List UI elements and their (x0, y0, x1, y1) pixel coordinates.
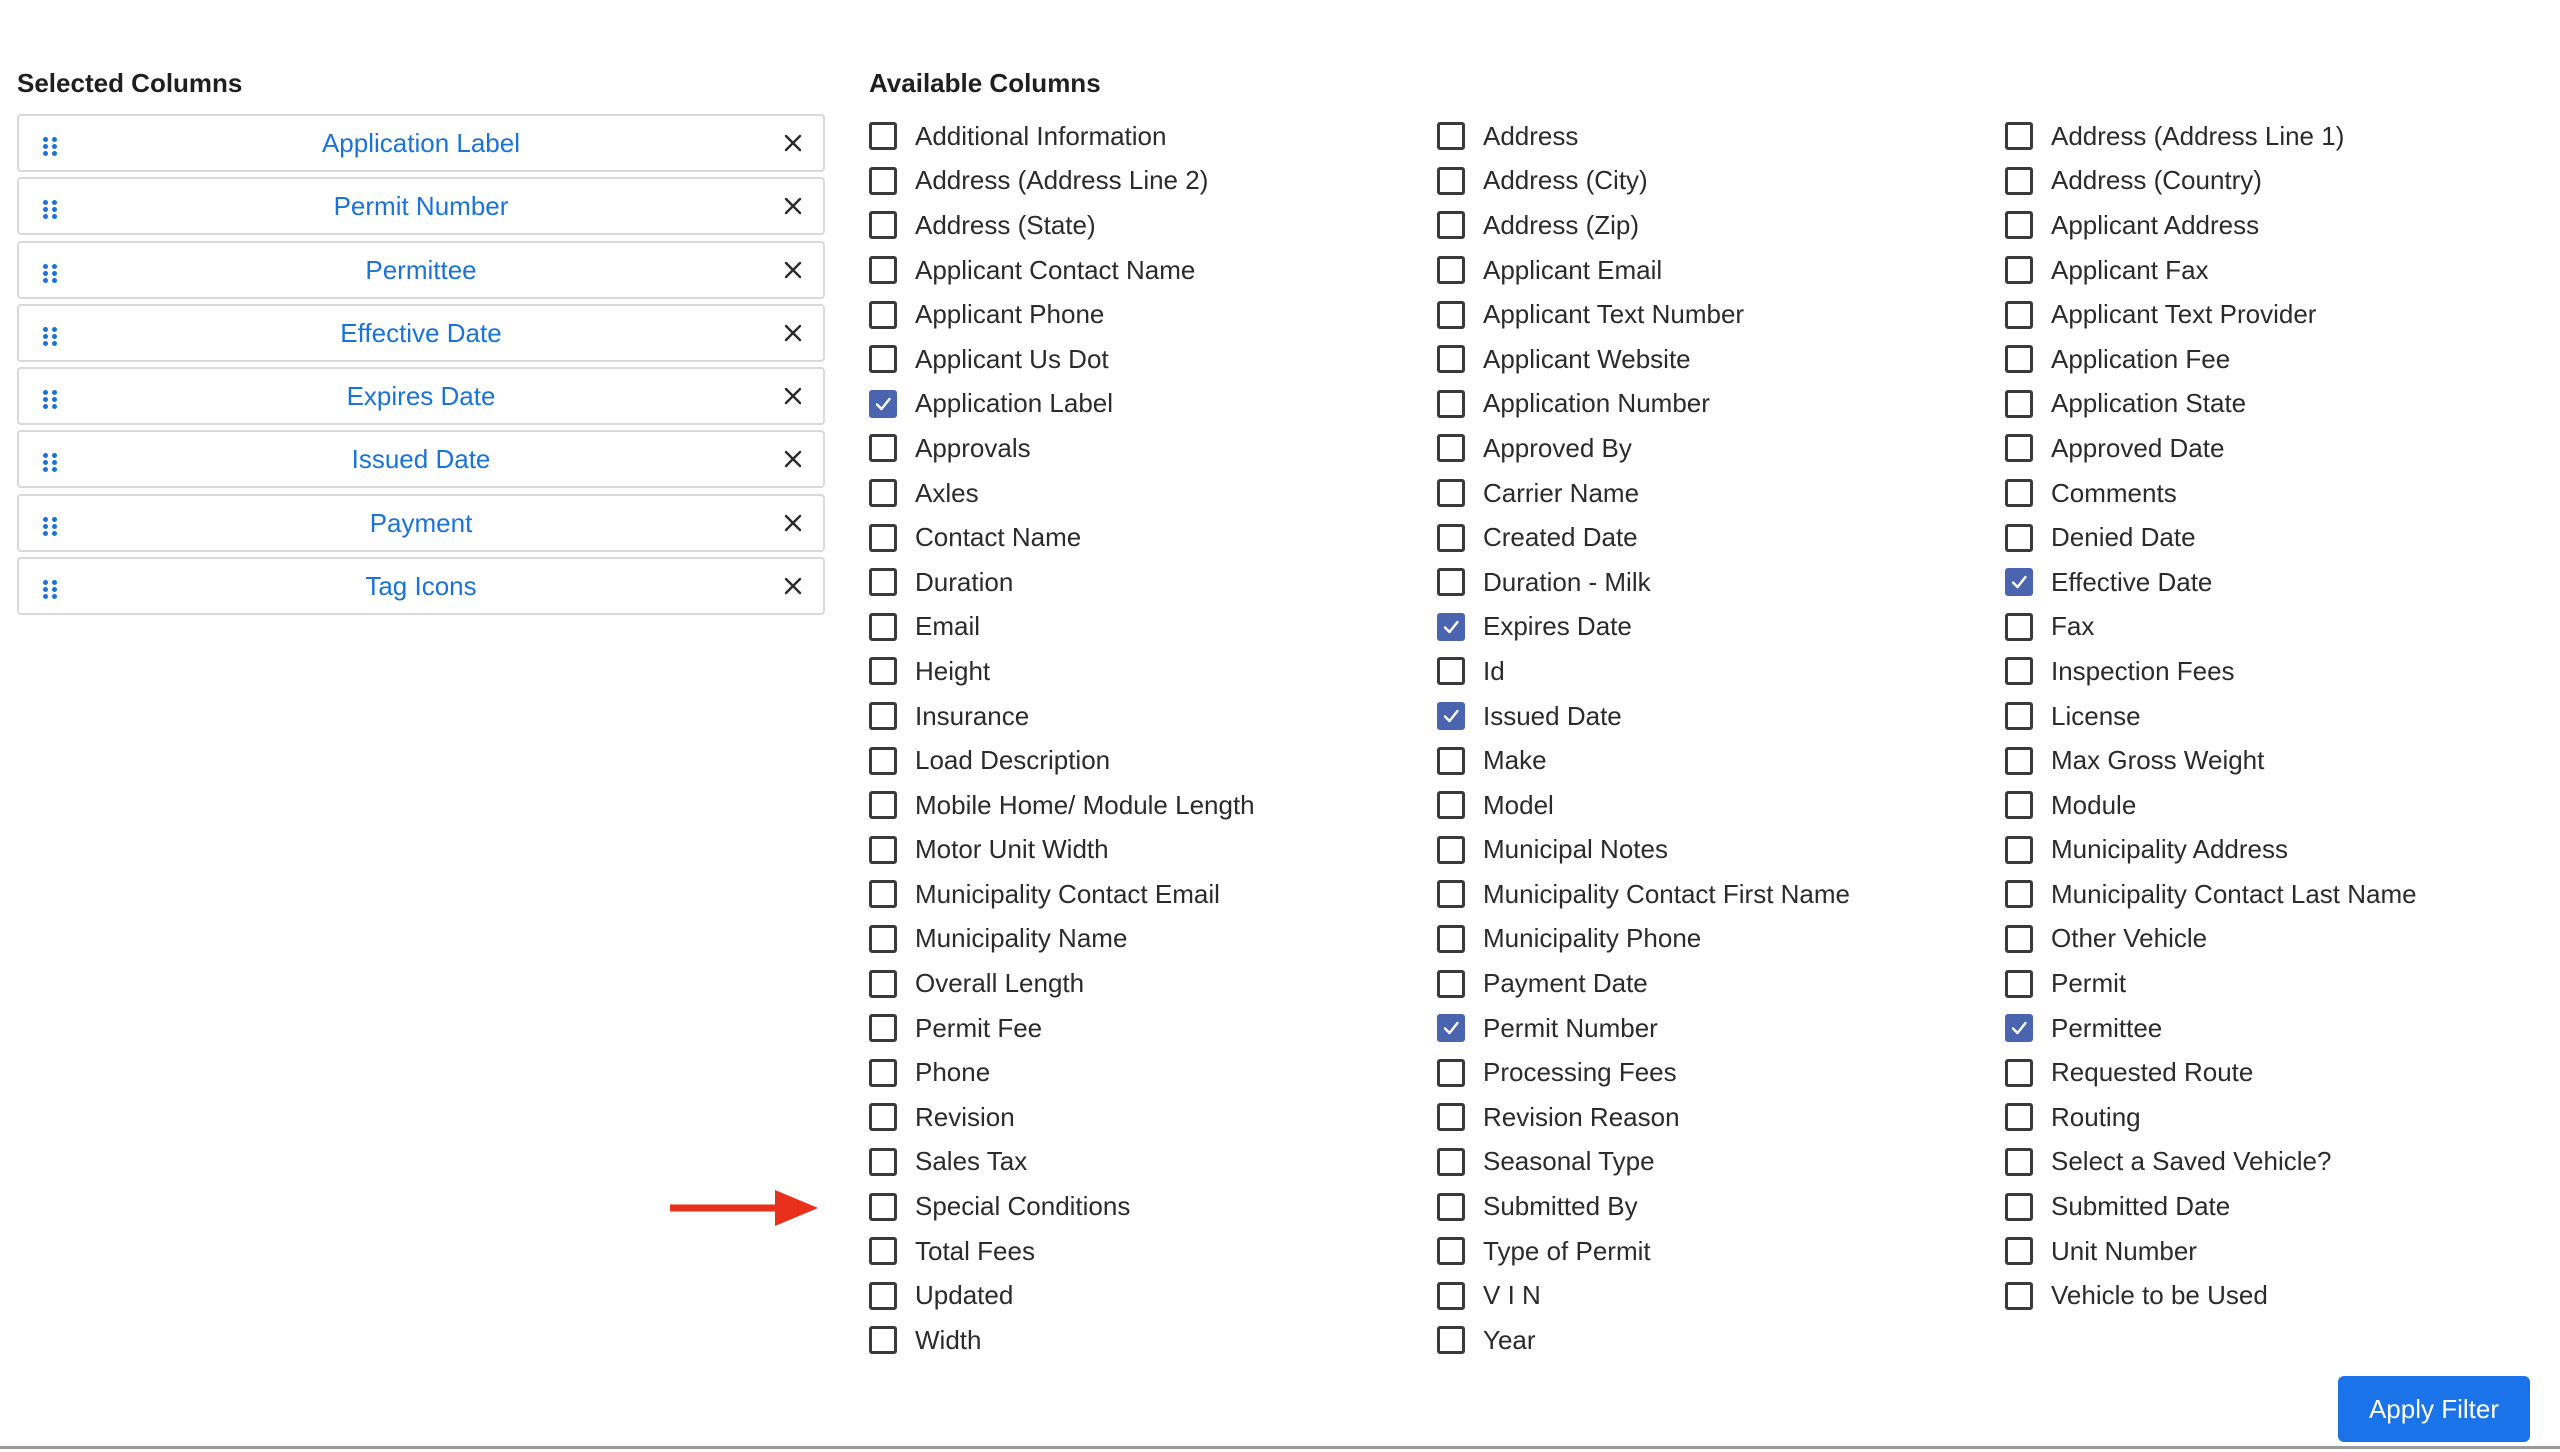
checkbox[interactable] (869, 836, 897, 864)
column-option-label: Approved By (1483, 432, 1632, 463)
checkbox[interactable] (2005, 1193, 2033, 1221)
checkbox[interactable] (2005, 970, 2033, 998)
column-option-approved-date[interactable] (2005, 426, 2417, 471)
column-option-label: Year (1483, 1324, 1536, 1355)
checkbox[interactable] (1437, 791, 1465, 819)
checkbox[interactable] (2005, 524, 2033, 552)
apply-filter-button[interactable]: Apply Filter (2338, 1376, 2530, 1442)
column-option-applicant-text-provider[interactable] (2005, 292, 2417, 337)
checkbox-checked[interactable] (1437, 702, 1465, 730)
column-option-processing-fees[interactable] (1437, 1050, 1850, 1095)
checkbox[interactable] (1437, 1193, 1465, 1221)
column-option-duration[interactable] (869, 560, 1255, 605)
column-option-municipality-address[interactable] (2005, 828, 2417, 873)
column-option-permit[interactable] (2005, 961, 2417, 1006)
checkbox[interactable] (1437, 256, 1465, 284)
column-option-label: Overall Length (915, 968, 1085, 999)
selected-column-issued-date[interactable] (17, 430, 825, 488)
column-option-label: Municipality Name (915, 923, 1128, 954)
selected-column-label: Application Label (321, 128, 521, 158)
column-option-carrier-name[interactable] (1437, 471, 1850, 516)
column-option-applicant-email[interactable] (1437, 248, 1850, 293)
checkmark-icon (2010, 1019, 2028, 1037)
column-option-label: Municipality Address (2051, 834, 2288, 865)
column-option-label: Applicant Text Provider (2051, 299, 2317, 330)
bottom-divider (0, 1446, 2560, 1449)
checkbox[interactable] (1437, 524, 1465, 552)
checkbox[interactable] (2005, 702, 2033, 730)
column-option-v-i-n[interactable] (1437, 1273, 1850, 1318)
checkbox[interactable] (2005, 747, 2033, 775)
checkbox[interactable] (1437, 836, 1465, 864)
column-option-motor-unit-width[interactable] (869, 828, 1255, 873)
checkbox[interactable] (1437, 167, 1465, 195)
checkbox[interactable] (1437, 747, 1465, 775)
column-option-label: Max Gross Weight (2051, 745, 2265, 776)
column-option-revision[interactable] (869, 1095, 1255, 1140)
column-option-label: Address (1483, 120, 1579, 151)
checkbox-checked[interactable] (1437, 613, 1465, 641)
checkbox[interactable] (2005, 167, 2033, 195)
checkbox[interactable] (1437, 434, 1465, 462)
column-option-denied-date[interactable] (2005, 515, 2417, 560)
column-option-created-date[interactable] (1437, 515, 1850, 560)
selected-column-application-label[interactable] (17, 114, 825, 172)
column-option-label: Unit Number (2051, 1235, 2197, 1266)
checkbox[interactable] (2005, 434, 2033, 462)
selected-columns-list (17, 114, 825, 620)
column-option-inspection-fees[interactable] (2005, 649, 2417, 694)
selected-column-label: Expires Date (346, 381, 496, 411)
checkmark-icon (2010, 573, 2028, 591)
column-option-label: Applicant Email (1483, 254, 1663, 285)
column-option-module[interactable] (2005, 783, 2417, 828)
checkbox-checked[interactable] (2005, 568, 2033, 596)
column-option-label: Municipality Contact Last Name (2051, 878, 2417, 909)
column-option-label: Height (915, 655, 991, 686)
checkbox[interactable] (869, 1193, 897, 1221)
annotation-arrow-icon (670, 1188, 820, 1228)
column-option-sales-tax[interactable] (869, 1140, 1255, 1185)
checkbox[interactable] (2005, 613, 2033, 641)
checkmark-icon (874, 395, 892, 413)
checkbox[interactable] (2005, 390, 2033, 418)
checkbox[interactable] (869, 524, 897, 552)
selected-column-label: Permit Number (333, 191, 509, 222)
checkbox[interactable] (869, 880, 897, 908)
column-option-year[interactable] (1437, 1318, 1850, 1363)
column-option-label: Address (Zip) (1483, 209, 1640, 240)
column-option-label: Denied Date (2051, 522, 2196, 553)
checkbox[interactable] (2005, 836, 2033, 864)
column-option-applicant-us-dot[interactable] (869, 337, 1255, 382)
checkbox[interactable] (869, 1282, 897, 1310)
selected-column-permit-number[interactable] (17, 177, 825, 235)
checkbox[interactable] (2005, 301, 2033, 329)
selected-column-label: Tag Icons (365, 570, 477, 601)
checkbox[interactable] (869, 747, 897, 775)
column-option-make[interactable] (1437, 738, 1850, 783)
checkbox[interactable] (1437, 970, 1465, 998)
close-icon[interactable] (783, 260, 803, 280)
column-option-submitted-by[interactable] (1437, 1184, 1850, 1229)
column-option-applicant-website[interactable] (1437, 337, 1850, 382)
column-option-submitted-date[interactable] (2005, 1184, 2417, 1229)
column-option-id[interactable] (1437, 649, 1850, 694)
selected-column-expires-date[interactable] (17, 367, 825, 425)
column-option-label: Carrier Name (1483, 477, 1640, 508)
available-column-3 (2005, 114, 2417, 1318)
column-option-label: Insurance (915, 700, 1030, 731)
column-option-address-state[interactable] (869, 203, 1255, 248)
column-option-select-a-saved-vehicle[interactable] (2005, 1140, 2417, 1185)
checkbox[interactable] (2005, 256, 2033, 284)
column-option-seasonal-type[interactable] (1437, 1140, 1850, 1185)
checkbox[interactable] (869, 256, 897, 284)
column-option-label: Approvals (915, 432, 1031, 463)
column-option-address-address-line-1[interactable] (2005, 114, 2417, 159)
checkbox[interactable] (869, 925, 897, 953)
checkbox[interactable] (1437, 122, 1465, 150)
column-option-label: Fax (2051, 611, 2095, 642)
column-option-label: Revision (915, 1101, 1015, 1132)
column-option-label: Select a Saved Vehicle? (2051, 1146, 2332, 1177)
column-option-label: V I N (1483, 1280, 1541, 1311)
column-option-label: Revision Reason (1483, 1101, 1680, 1132)
column-option-axles[interactable] (869, 471, 1255, 516)
column-option-municipality-contact-last-name[interactable] (2005, 872, 2417, 917)
column-option-label: Email (915, 611, 981, 642)
column-option-label: Application Number (1483, 388, 1710, 419)
column-option-label: Duration (915, 566, 1014, 597)
checkbox[interactable] (2005, 791, 2033, 819)
column-option-applicant-contact-name[interactable] (869, 248, 1255, 293)
column-option-application-number[interactable] (1437, 382, 1850, 427)
checkbox[interactable] (869, 791, 897, 819)
column-option-label: Payment Date (1483, 968, 1648, 999)
column-option-label: Contact Name (915, 522, 1082, 553)
checkbox-checked[interactable] (1437, 1014, 1465, 1042)
column-option-label: Applicant Contact Name (915, 254, 1196, 285)
checkbox[interactable] (869, 1103, 897, 1131)
column-option-phone[interactable] (869, 1050, 1255, 1095)
column-option-label: Mobile Home/ Module Length (915, 789, 1255, 820)
column-option-label: Vehicle to be Used (2051, 1280, 2268, 1311)
column-option-width[interactable] (869, 1318, 1255, 1363)
column-option-mobile-home-module-length[interactable] (869, 783, 1255, 828)
column-option-total-fees[interactable] (869, 1229, 1255, 1274)
column-option-label: Address (State) (915, 209, 1096, 240)
column-option-label: Address (Address Line 2) (915, 165, 1209, 196)
checkmark-icon (1442, 1019, 1460, 1037)
column-option-label: Permit (2051, 968, 2127, 999)
column-option-label: Municipality Phone (1483, 923, 1702, 954)
checkbox[interactable] (2005, 1282, 2033, 1310)
checkbox[interactable] (869, 167, 897, 195)
column-option-address-city[interactable] (1437, 159, 1850, 204)
checkbox[interactable] (869, 657, 897, 685)
checkbox[interactable] (1437, 390, 1465, 418)
column-option-label: Load Description (915, 745, 1111, 776)
checkbox[interactable] (1437, 925, 1465, 953)
column-option-municipal-notes[interactable] (1437, 828, 1850, 873)
column-option-routing[interactable] (2005, 1095, 2417, 1140)
column-option-comments[interactable] (2005, 471, 2417, 516)
column-option-label: Address (Address Line 1) (2051, 120, 2345, 151)
checkbox[interactable] (869, 1237, 897, 1265)
column-option-expires-date[interactable] (1437, 605, 1850, 650)
column-option-approvals[interactable] (869, 426, 1255, 471)
checkbox[interactable] (1437, 1282, 1465, 1310)
column-option-permit-fee[interactable] (869, 1006, 1255, 1051)
column-option-label: Created Date (1483, 522, 1638, 553)
checkbox[interactable] (869, 970, 897, 998)
column-option-label: Municipal Notes (1483, 834, 1668, 865)
checkbox[interactable] (1437, 880, 1465, 908)
column-option-application-label[interactable] (869, 382, 1255, 427)
checkbox[interactable] (869, 1059, 897, 1087)
column-option-email[interactable] (869, 605, 1255, 650)
checkbox[interactable] (1437, 301, 1465, 329)
column-option-label: Approved Date (2051, 432, 2225, 463)
column-option-label: Additional Information (915, 120, 1167, 151)
column-option-label: Type of Permit (1483, 1235, 1651, 1266)
selected-column-label: Permittee (365, 254, 477, 285)
checkbox[interactable] (869, 211, 897, 239)
checkbox[interactable] (869, 345, 897, 373)
column-option-label: Make (1483, 745, 1547, 776)
column-option-label: Effective Date (2051, 566, 2213, 597)
column-option-load-description[interactable] (869, 738, 1255, 783)
checkbox[interactable] (2005, 1059, 2033, 1087)
column-option-label: Address (Country) (2051, 165, 2262, 196)
checkbox[interactable] (869, 613, 897, 641)
column-option-label: Axles (915, 477, 979, 508)
column-option-label: Applicant Phone (915, 299, 1105, 330)
column-option-label: Applicant Us Dot (915, 343, 1109, 374)
column-option-municipality-contact-first-name[interactable] (1437, 872, 1850, 917)
column-option-updated[interactable] (869, 1273, 1255, 1318)
checkbox[interactable] (2005, 1237, 2033, 1265)
column-option-label: Permit Fee (915, 1012, 1043, 1043)
column-option-label: Applicant Website (1483, 343, 1691, 374)
column-option-label: Id (1483, 655, 1505, 686)
checkbox[interactable] (869, 434, 897, 462)
column-option-address[interactable] (1437, 114, 1850, 159)
column-option-model[interactable] (1437, 783, 1850, 828)
checkbox[interactable] (869, 301, 897, 329)
column-option-label: Address (City) (1483, 165, 1648, 196)
column-option-address-address-line-2[interactable] (869, 159, 1255, 204)
column-option-label: Updated (915, 1280, 1014, 1311)
column-option-application-fee[interactable] (2005, 337, 2417, 382)
checkbox[interactable] (1437, 479, 1465, 507)
column-option-fax[interactable] (2005, 605, 2417, 650)
column-option-label: Motor Unit Width (915, 834, 1109, 865)
column-option-other-vehicle[interactable] (2005, 917, 2417, 962)
checkbox[interactable] (2005, 1148, 2033, 1176)
column-option-label: Module (2051, 789, 2137, 820)
column-option-special-conditions[interactable] (869, 1184, 1255, 1229)
column-option-applicant-address[interactable] (2005, 203, 2417, 248)
column-option-approved-by[interactable] (1437, 426, 1850, 471)
column-option-payment-date[interactable] (1437, 961, 1850, 1006)
selected-column-label: Issued Date (351, 444, 491, 475)
column-option-address-zip[interactable] (1437, 203, 1850, 248)
checkbox[interactable] (1437, 1103, 1465, 1131)
column-option-label: Processing Fees (1483, 1057, 1677, 1088)
column-option-contact-name[interactable] (869, 515, 1255, 560)
checkbox[interactable] (1437, 1148, 1465, 1176)
close-icon[interactable] (783, 576, 803, 596)
column-option-municipality-contact-email[interactable] (869, 872, 1255, 917)
column-option-issued-date[interactable] (1437, 694, 1850, 739)
column-option-municipality-phone[interactable] (1437, 917, 1850, 962)
checkbox[interactable] (1437, 1237, 1465, 1265)
column-option-overall-length[interactable] (869, 961, 1255, 1006)
close-icon[interactable] (783, 323, 803, 343)
column-option-max-gross-weight[interactable] (2005, 738, 2417, 783)
column-option-label: Inspection Fees (2051, 655, 2235, 686)
selected-column-permittee[interactable] (17, 241, 825, 299)
close-icon[interactable] (783, 196, 803, 216)
close-icon[interactable] (783, 386, 803, 406)
checkbox[interactable] (1437, 657, 1465, 685)
checkbox[interactable] (869, 702, 897, 730)
selected-column-payment[interactable] (17, 494, 825, 552)
column-option-label: Total Fees (915, 1235, 1035, 1266)
column-option-label: Application State (2051, 388, 2247, 419)
column-option-license[interactable] (2005, 694, 2417, 739)
checkbox[interactable] (869, 479, 897, 507)
checkbox[interactable] (1437, 211, 1465, 239)
checkbox[interactable] (2005, 479, 2033, 507)
checkmark-icon (1442, 707, 1460, 725)
column-option-label: Application Fee (2051, 343, 2231, 374)
checkbox-checked[interactable] (2005, 1014, 2033, 1042)
checkbox[interactable] (1437, 568, 1465, 596)
column-option-insurance[interactable] (869, 694, 1255, 739)
column-option-label: Municipality Contact Email (915, 878, 1220, 909)
checkbox[interactable] (869, 1326, 897, 1354)
column-option-permit-number[interactable] (1437, 1006, 1850, 1051)
checkbox[interactable] (869, 1148, 897, 1176)
column-option-requested-route[interactable] (2005, 1050, 2417, 1095)
column-option-label: Permittee (2051, 1012, 2163, 1043)
close-icon[interactable] (783, 449, 803, 469)
available-column-1 (869, 114, 1255, 1363)
column-option-label: Seasonal Type (1483, 1146, 1655, 1177)
selected-columns-title: Selected Columns (17, 68, 243, 98)
column-option-label: Permit Number (1483, 1012, 1658, 1043)
column-option-label: Phone (915, 1057, 991, 1088)
column-option-label: Issued Date (1483, 700, 1622, 731)
checkmark-icon (1442, 618, 1460, 636)
column-option-applicant-text-number[interactable] (1437, 292, 1850, 337)
checkbox[interactable] (1437, 1326, 1465, 1354)
column-option-unit-number[interactable] (2005, 1229, 2417, 1274)
column-option-height[interactable] (869, 649, 1255, 694)
column-option-label: Applicant Text Number (1483, 299, 1745, 330)
column-option-label: Expires Date (1483, 611, 1632, 642)
checkbox[interactable] (1437, 345, 1465, 373)
column-option-label: Duration - Milk (1483, 566, 1651, 597)
column-option-applicant-fax[interactable] (2005, 248, 2417, 293)
checkbox[interactable] (869, 122, 897, 150)
column-option-label: Submitted Date (2051, 1191, 2231, 1222)
checkbox[interactable] (2005, 345, 2033, 373)
column-option-label: Model (1483, 789, 1554, 820)
column-option-applicant-phone[interactable] (869, 292, 1255, 337)
close-icon[interactable] (783, 513, 803, 533)
column-option-address-country[interactable] (2005, 159, 2417, 204)
selected-column-effective-date[interactable] (17, 304, 825, 362)
selected-column-label: Payment (369, 507, 473, 538)
column-option-vehicle-to-be-used[interactable] (2005, 1273, 2417, 1318)
available-column-2 (1437, 114, 1850, 1363)
column-option-label: Other Vehicle (2051, 923, 2208, 954)
checkbox[interactable] (2005, 211, 2033, 239)
column-option-label: Width (915, 1324, 982, 1355)
column-option-label: Sales Tax (915, 1146, 1028, 1177)
checkbox[interactable] (2005, 1103, 2033, 1131)
checkbox[interactable] (869, 1014, 897, 1042)
column-option-application-state[interactable] (2005, 382, 2417, 427)
checkbox[interactable] (1437, 1059, 1465, 1087)
selected-column-tag-icons[interactable] (17, 557, 825, 615)
column-option-label: Special Conditions (915, 1191, 1131, 1222)
column-option-label: Routing (2051, 1101, 2141, 1132)
checkbox[interactable] (2005, 657, 2033, 685)
column-option-label: Municipality Contact First Name (1483, 878, 1850, 909)
column-option-municipality-name[interactable] (869, 917, 1255, 962)
column-option-label: License (2051, 700, 2141, 731)
checkbox[interactable] (2005, 122, 2033, 150)
column-option-revision-reason[interactable] (1437, 1095, 1850, 1140)
column-option-label: Comments (2051, 477, 2177, 508)
checkbox-checked[interactable] (869, 390, 897, 418)
column-option-label: Submitted By (1483, 1191, 1638, 1222)
checkbox[interactable] (2005, 925, 2033, 953)
selected-column-label: Effective Date (340, 317, 502, 348)
column-option-duration-milk[interactable] (1437, 560, 1850, 605)
available-columns-title: Available Columns (869, 68, 1101, 98)
column-option-label: Applicant Address (2051, 209, 2260, 240)
column-option-label: Requested Route (2051, 1057, 2254, 1088)
column-option-additional-information[interactable] (869, 114, 1255, 159)
checkbox[interactable] (2005, 880, 2033, 908)
close-icon[interactable] (783, 133, 803, 153)
column-option-permittee[interactable] (2005, 1006, 2417, 1051)
column-option-effective-date[interactable] (2005, 560, 2417, 605)
checkbox[interactable] (869, 568, 897, 596)
column-option-label: Application Label (915, 388, 1114, 419)
column-option-label: Applicant Fax (2051, 254, 2209, 285)
column-option-type-of-permit[interactable] (1437, 1229, 1850, 1274)
